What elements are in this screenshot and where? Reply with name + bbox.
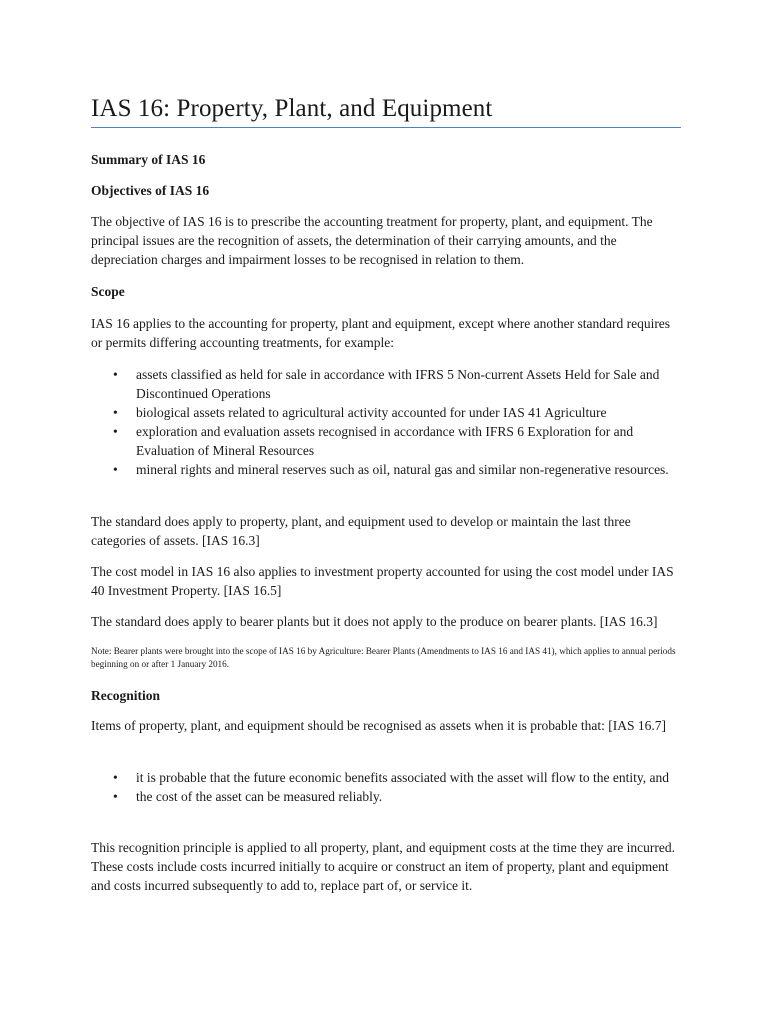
scope-paragraph-2: The standard does apply to property, plant, and equipment used to develop or maintain the last three categories of assets. [IAS 16.3] — [91, 514, 631, 548]
page-title: IAS 16: Property, Plant, and Equipment — [91, 95, 493, 122]
title-underline — [91, 127, 681, 128]
list-item — [113, 787, 680, 806]
recognition-paragraph-2: This recognition principle is applied to all property, plant, and equipment costs at the time they are incurred. These costs include costs incurred initially to acquire or construct an item of property, plant and equipment and costs incurred subsequently to add to, replace part of, or service it. — [91, 840, 675, 893]
recognition-paragraph-2-block — [91, 838, 680, 895]
recognition-bullet-list — [91, 768, 680, 806]
scope-heading: Scope — [91, 284, 125, 299]
recognition-list-block — [91, 768, 680, 806]
list-item — [113, 422, 680, 460]
recognition-paragraph: Items of property, plant, and equipment should be recognised as assets when it is probable that: [IAS 16.7] — [91, 718, 666, 733]
scope-paragraph-4-block — [91, 612, 680, 631]
bullet-icon: • — [113, 424, 118, 439]
recognition-paragraph-block — [91, 716, 680, 735]
recognition-bullet-2: the cost of the asset can be measured reliably. — [136, 789, 383, 804]
scope-paragraph: IAS 16 applies to the accounting for property, plant and equipment, except where another standard requires or permits differing accounting treatments, for example: — [91, 316, 671, 350]
list-item — [113, 768, 680, 787]
objectives-paragraph: The objective of IAS 16 is to prescribe the accounting treatment for property, plant, and equipment. The principal issues are the recognition of assets, the determination of their carrying amounts, and the depreciation charges and impairment losses to be recognised in relation to them. — [91, 214, 653, 267]
bullet-icon: • — [113, 405, 118, 420]
scope-paragraph-block — [91, 314, 680, 352]
scope-paragraph-4: The standard does apply to bearer plants but it does not apply to the produce on bearer plants. [IAS 16.3] — [91, 614, 658, 629]
objectives-heading: Objectives of IAS 16 — [91, 183, 210, 198]
summary-heading: Summary of IAS 16 — [91, 152, 206, 167]
objectives-heading-block — [91, 181, 680, 200]
scope-paragraph-3: The cost model in IAS 16 also applies to investment property accounted for using the cost model under IAS 40 Investment Property. [IAS 16.5] — [91, 564, 674, 598]
bullet-icon: • — [113, 770, 118, 785]
objectives-paragraph-block — [91, 212, 680, 269]
scope-paragraph-3-block — [91, 562, 680, 600]
list-item — [113, 460, 680, 479]
note-block — [91, 645, 680, 671]
list-item — [113, 365, 680, 403]
scope-paragraph-2-block — [91, 512, 680, 550]
scope-bullet-4: mineral rights and mineral reserves such as oil, natural gas and similar non-regenerative resources. — [136, 462, 669, 477]
note-text: Note: Bearer plants were brought into the scope of IAS 16 by Agriculture: Bearer Plants (Amendments to IAS 16 and IAS 41), which applies to annual periods beginning on or after 1 January 2016. — [91, 646, 676, 669]
bullet-icon: • — [113, 462, 118, 477]
bullet-icon: • — [113, 367, 118, 382]
scope-bullet-list — [91, 365, 680, 479]
scope-list-block — [91, 365, 680, 479]
scope-bullet-3: exploration and evaluation assets recognised in accordance with IFRS 6 Exploration for and Evaluation of Mineral Resources — [136, 424, 634, 458]
summary-heading-block — [91, 150, 680, 169]
list-item — [113, 403, 680, 422]
scope-bullet-2: biological assets related to agricultural activity accounted for under IAS 41 Agriculture — [136, 405, 607, 420]
scope-bullet-1: assets classified as held for sale in accordance with IFRS 5 Non-current Assets Held for Sale and Discontinued Operations — [136, 367, 660, 401]
recognition-heading-block — [91, 686, 680, 705]
scope-heading-block — [91, 282, 680, 301]
bullet-icon: • — [113, 789, 118, 804]
recognition-bullet-1: it is probable that the future economic benefits associated with the asset will flow to the entity, and — [136, 770, 669, 785]
recognition-heading: Recognition — [91, 688, 160, 703]
